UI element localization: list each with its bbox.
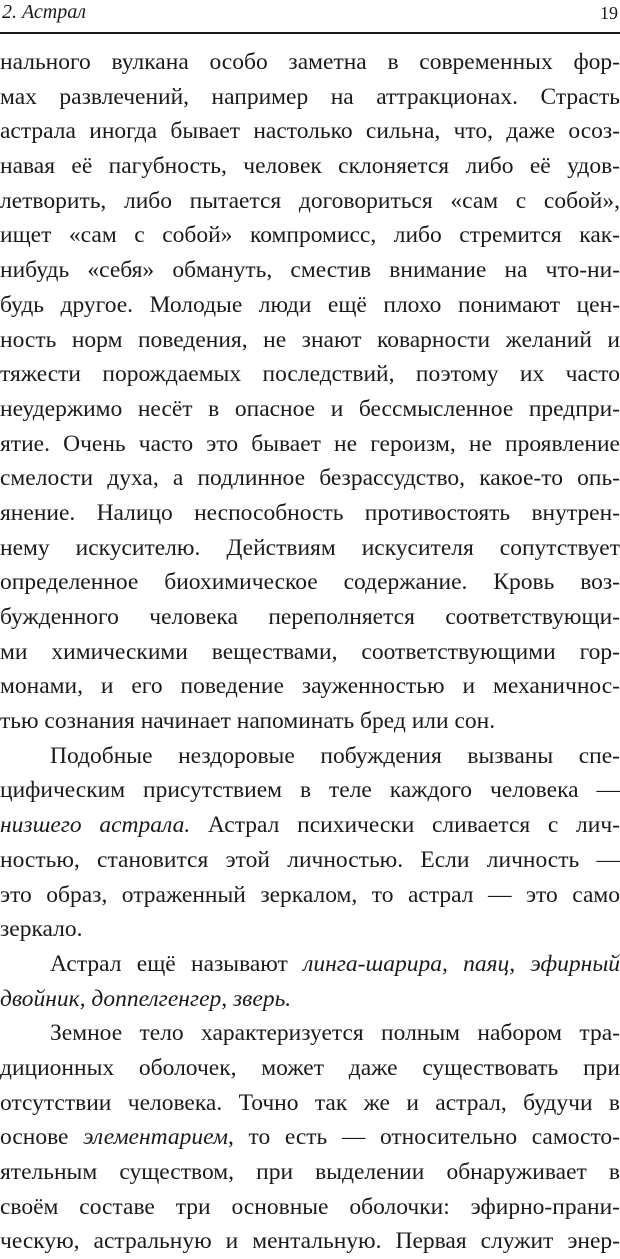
text-line [0,531,620,566]
text-line [0,1224,620,1259]
italic-term: линга-шарира, паяц, эфирный [303,950,620,977]
text-segment: это образ, отраженный зеркалом, то астрал — это само [0,881,620,908]
text-segment: зеркало. [0,916,83,943]
text-segment: мах развлечений, например на аттракционах. Страсть [0,83,620,110]
text-segment: ностью, становится этой личностью. Если личность — [0,846,620,873]
text-segment: янение. Налицо неспособность противостоять внутрен- [0,499,620,526]
text-line [0,1086,620,1121]
text-line [0,253,620,288]
text-line [0,184,620,219]
text-line [0,739,620,774]
text-line [0,114,620,149]
text-segment: будь другое. Молодые люди ещё плохо понимают цен- [0,291,620,318]
text-segment: ятие. Очень часто это бывает не героизм, не проявление [0,430,620,457]
text-segment: нему искусителю. Действиям искусителя сопутствует [0,534,620,561]
text-segment: ятельным существом, при выделении обнаруживает в [0,1159,620,1185]
text-segment: бужденного человека переполняется соответствующи- [0,604,620,630]
text-segment: Подобные нездоровые побуждения вызваны спе- [50,742,620,769]
text-line [0,912,620,947]
body-text [0,45,620,1259]
text-segment: нального вулкана особо заметна в современных фор- [0,49,620,75]
italic-term: элементарием [83,1124,228,1151]
text-line [0,947,620,982]
italic-term: низшего астрала. [0,812,191,839]
text-line [0,80,620,115]
text-segment: неудержимо несёт в опасное и бессмысленное предпри- [0,395,620,422]
text-segment: ми химическими веществами, соответствующими гор- [0,638,620,665]
text-segment: тяжести порождаемых последствий, поэтому их часто [0,361,620,388]
text-line [0,635,620,670]
text-line [0,1120,620,1155]
italic-term: двойник, доппелгенгер, зверь. [0,985,292,1012]
text-segment: диционных оболочек, может даже существовать при [0,1054,620,1081]
text-segment: своём составе три основные оболочки: эфирно-прани- [0,1193,620,1220]
running-header [0,0,620,34]
text-line [0,808,620,843]
text-line [0,149,620,184]
text-segment: отсутствии человека. Точно так же и астрал, будучи в [0,1089,620,1116]
text-segment: Астрал ещё называют [50,950,304,977]
chapter-title: 2. Астрал [2,1,86,23]
text-line [0,323,620,358]
text-line [0,982,620,1017]
text-line [0,600,620,635]
header-rule [0,32,620,34]
text-segment: нибудь «себя» обмануть, сместив внимание на что-ни- [0,257,620,284]
page-number: 19 [600,3,618,23]
text-segment: летворить, либо пытается договориться «сам с собой», [0,187,620,214]
text-segment: смелости духа, а подлинное безрассудство, какое-то опь- [0,465,620,492]
text-segment: навая её пагубность, человек склоняется либо её удов- [0,153,620,180]
text-segment: ческую, астральную и ментальную. Первая служит энер- [0,1228,620,1255]
text-segment: определенное биохимическое содержание. Кровь воз- [0,569,620,596]
text-line [0,392,620,427]
text-line [0,1016,620,1051]
text-segment: ность норм поведения, не знают коварности желаний и [0,326,620,353]
text-line [0,704,620,739]
text-segment: основе [0,1124,84,1151]
text-line [0,669,620,704]
text-line [0,1155,620,1190]
text-line [0,357,620,392]
text-line [0,1051,620,1086]
text-line [0,218,620,253]
text-line [0,288,620,323]
text-segment: Земное тело характеризуется полным набором тра- [50,1020,620,1047]
text-line [0,427,620,462]
text-segment: астрала иногда бывает настолько сильна, что, даже осоз- [0,118,620,145]
text-line [0,461,620,496]
text-line [0,45,620,80]
text-segment: монами, и его поведение зауженностью и механичнос- [0,673,620,700]
text-line [0,565,620,600]
text-line [0,496,620,531]
text-segment: цифическим присутствием в теле каждого человека — [0,777,620,804]
text-line [0,1190,620,1225]
text-segment: тью сознания начинает напоминать бред или сон. [0,708,496,735]
text-line [0,878,620,913]
text-segment: Астрал психически сливается с лич- [190,812,620,839]
text-line [0,843,620,878]
text-segment: ищет «сам с собой» компромисс, либо стремится как- [0,222,620,249]
text-line [0,773,620,808]
text-segment: , то есть — относительно самосто- [228,1124,620,1151]
